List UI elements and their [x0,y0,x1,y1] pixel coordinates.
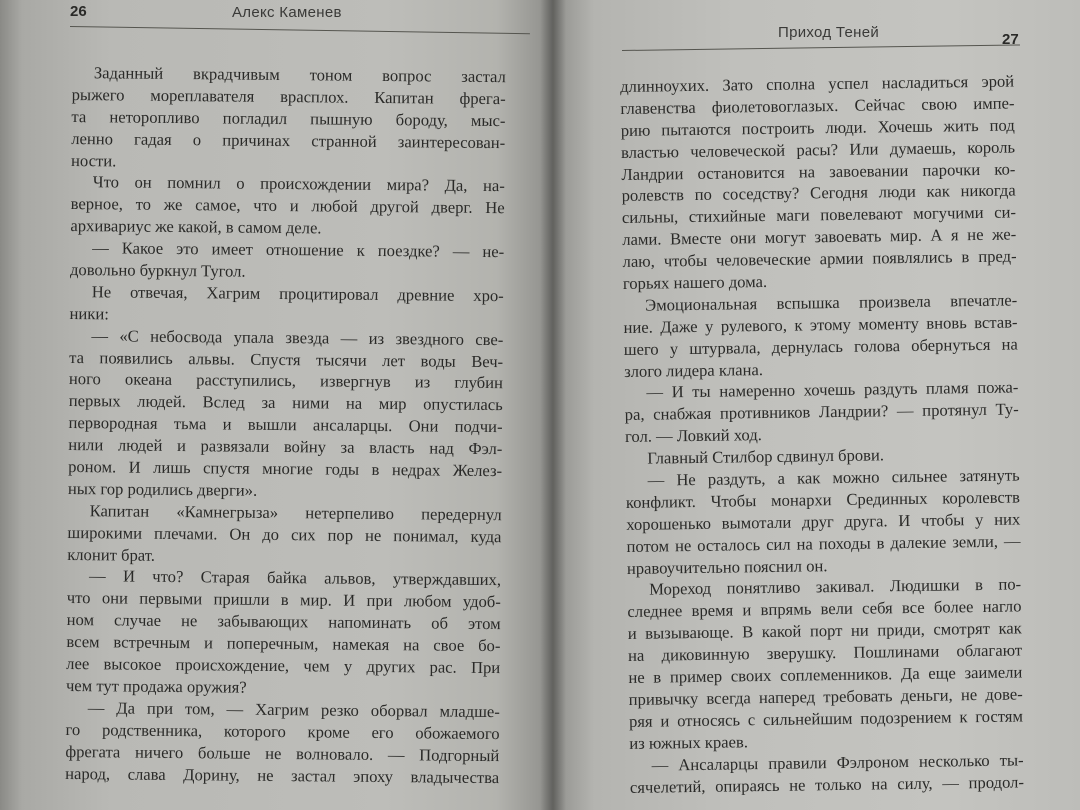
paragraph [71,62,506,176]
paragraph [629,749,1024,798]
text-line: народ, слава Дорину, не застал эпоху владычества [65,763,500,787]
text-line: лаю, чтобы человеческие армии появлялись в пред- [622,246,1017,272]
right-header-rule [622,44,1020,51]
text-line: довольно буркнул Тугол. [69,260,246,281]
text-line: та появились альвы. Спустя тысячи лет воды Веч- [69,347,504,371]
paragraph [624,377,1019,448]
text-line: — Да при том, — Хагрим резко оборвал младше- [87,698,500,721]
text-line: Эмоциональная вспышка произвела впечатле- [645,290,1018,315]
text-line: нравоучительно пояснил он. [626,555,828,578]
left-page-text [65,62,506,789]
text-line: ра, снабжая противников Ландрии? — протянул Ту- [624,399,1019,425]
text-line: Заданный вкрадчивым тоном вопрос застал [93,63,506,87]
paragraph [627,574,1023,755]
text-line: Не отвечая, Хагрим процитировал древние хро- [91,282,504,306]
left-header-rule [70,26,530,34]
text-line: Ландрии остановится на завоевании парочки ко- [621,159,1016,184]
text-line: — И ты намеренно хочешь раздуть пламя пожа- [646,377,1019,403]
text-line: горьях нашего дома. [622,271,768,293]
paragraph [69,281,503,329]
text-line: шего у штурвала, дернулась голова обернуться на [623,334,1018,359]
text-line: сильны, стихийные маги повелевают могучими си- [621,202,1017,228]
text-line: ного океана расступились, извергнув из глубин [68,369,504,393]
text-line: верное, то же самое, что и любой другой дверг. Не [70,194,505,218]
paragraph [620,70,1017,294]
left-page-number: 26 [70,3,87,20]
text-line: не в пример своих соплеменников. Да еще заимели [628,662,1023,687]
text-line: сячелетий, опираясь не только на силу, — продол- [629,771,1025,797]
paragraph [70,237,504,285]
text-line: Капитан «Камнегрыза» нетерпеливо передернул [89,501,502,524]
paragraph [67,500,502,570]
paragraph [70,171,505,241]
text-line: что они первыми пришли в мир. И при любом удоб- [66,588,501,612]
text-line: рыжего мореплавателя врасплох. Капитан фрега- [71,84,506,109]
text-line: следнее время и впрямь вели себя все более нагло [627,596,1022,622]
text-line: на диковинную зверушку. Пошлинами облагают [627,640,1023,666]
text-line: ролевств по соседству? Сегодня люди как никогда [621,180,1016,206]
text-line: привычку всегда наперед требовать деньги, не дове- [628,684,1023,709]
text-line: ных гор родились дверги». [67,478,258,500]
text-line: та неторопливо погладил пышную бороду, мыс- [71,106,506,130]
text-line: Мореход понятливо закивал. Людишки в по- [649,574,1022,600]
text-line: хорошенько вымотали друг друга. И чтобы у них [626,509,1021,534]
text-line: — Ансаларцы правили Фэлроном несколько ты- [651,750,1024,775]
text-line: — Какое это имеет отношение к поездке? — не- [92,238,505,262]
text-line: клонит брат. [67,544,156,565]
text-line: ние. Даже у рулевого, к этому моменту вновь встав- [623,312,1018,337]
text-line: гол. — Ловкий ход. [624,425,762,447]
text-line: — «С небосвода упала звезда — из звездного све- [91,325,504,349]
text-line: лее высокое происхождение, чем у других рас. При [66,654,501,678]
text-line: фрегата ничего больше не волновало. — Подгорный [65,741,500,765]
text-line: ленно гадая о причинах странной заинтересован- [71,128,506,152]
right-page-number: 27 [1002,31,1019,48]
text-line: ном случае не забывающих напоминать об этом [66,610,501,634]
text-line: властью человеческой расы? Или думаешь, король [620,137,1016,162]
text-line: Что он помнил о происхождении мира? Да, на- [92,172,505,196]
text-line: ники: [69,303,110,324]
text-line: первых людей. Вслед за ними на мир опустилась [68,391,503,415]
paragraph [68,325,504,504]
left-running-head: Алекс Каменев [232,4,342,21]
text-line: главенства фиолетовоглазых. Сейчас свою импе- [620,93,1015,118]
paragraph [65,697,500,789]
text-line: потом не осталось сил на походы в далекие земли, — [626,531,1021,556]
text-line: архивариус же какой, в самом деле. [70,216,322,238]
text-line: го родственника, которого кроме его обожаемого [65,719,500,743]
text-line: из южных краев. [629,731,749,753]
text-line: роном. И лишь спустя многие годы в недрах Желез- [68,457,503,481]
text-line: длинноухих. Зато сполна успел насладиться эрой [620,71,1015,96]
text-line: лами. Вместе они могут завоевать мир. А я не же- [622,224,1017,250]
text-line: — Не раздуть, а как можно сильнее затянуть [647,465,1020,490]
text-line: злого лидера клана. [623,359,764,381]
text-line: чем тут продажа оружия? [65,675,247,697]
right-running-head: Приход Теней [778,24,880,41]
right-page-text [620,70,1024,798]
right-page [552,0,1080,810]
text-line: конфликт. Чтобы монархи Срединных королевств [625,487,1021,512]
paragraph [626,464,1021,579]
text-line: ности. [70,150,117,170]
text-line: нили людей и развязали войну за власть над Фэл- [68,435,503,459]
text-line: рию пытаются построить люди. Хочешь жить под [620,115,1015,140]
text-line: ряя и относясь с сильнейшим подозрением к гостям [628,706,1024,731]
paragraph [66,565,501,701]
text-line: Главный Стилбор сдвинул брови. [647,445,885,468]
paragraph [623,289,1018,382]
text-line: первородная тьма и вышли ансаларцы. Они подчи- [68,413,503,437]
text-line: — И что? Старая байка альвов, утверждавших, [88,566,502,590]
text-line: широкими плечами. Он до сих пор не понимал, куда [67,522,502,546]
text-line: и вызывающе. В какой порт ни приди, смотрят как [627,618,1022,644]
text-line: всем встречным и поперечным, намекая на свое бо- [66,632,501,656]
